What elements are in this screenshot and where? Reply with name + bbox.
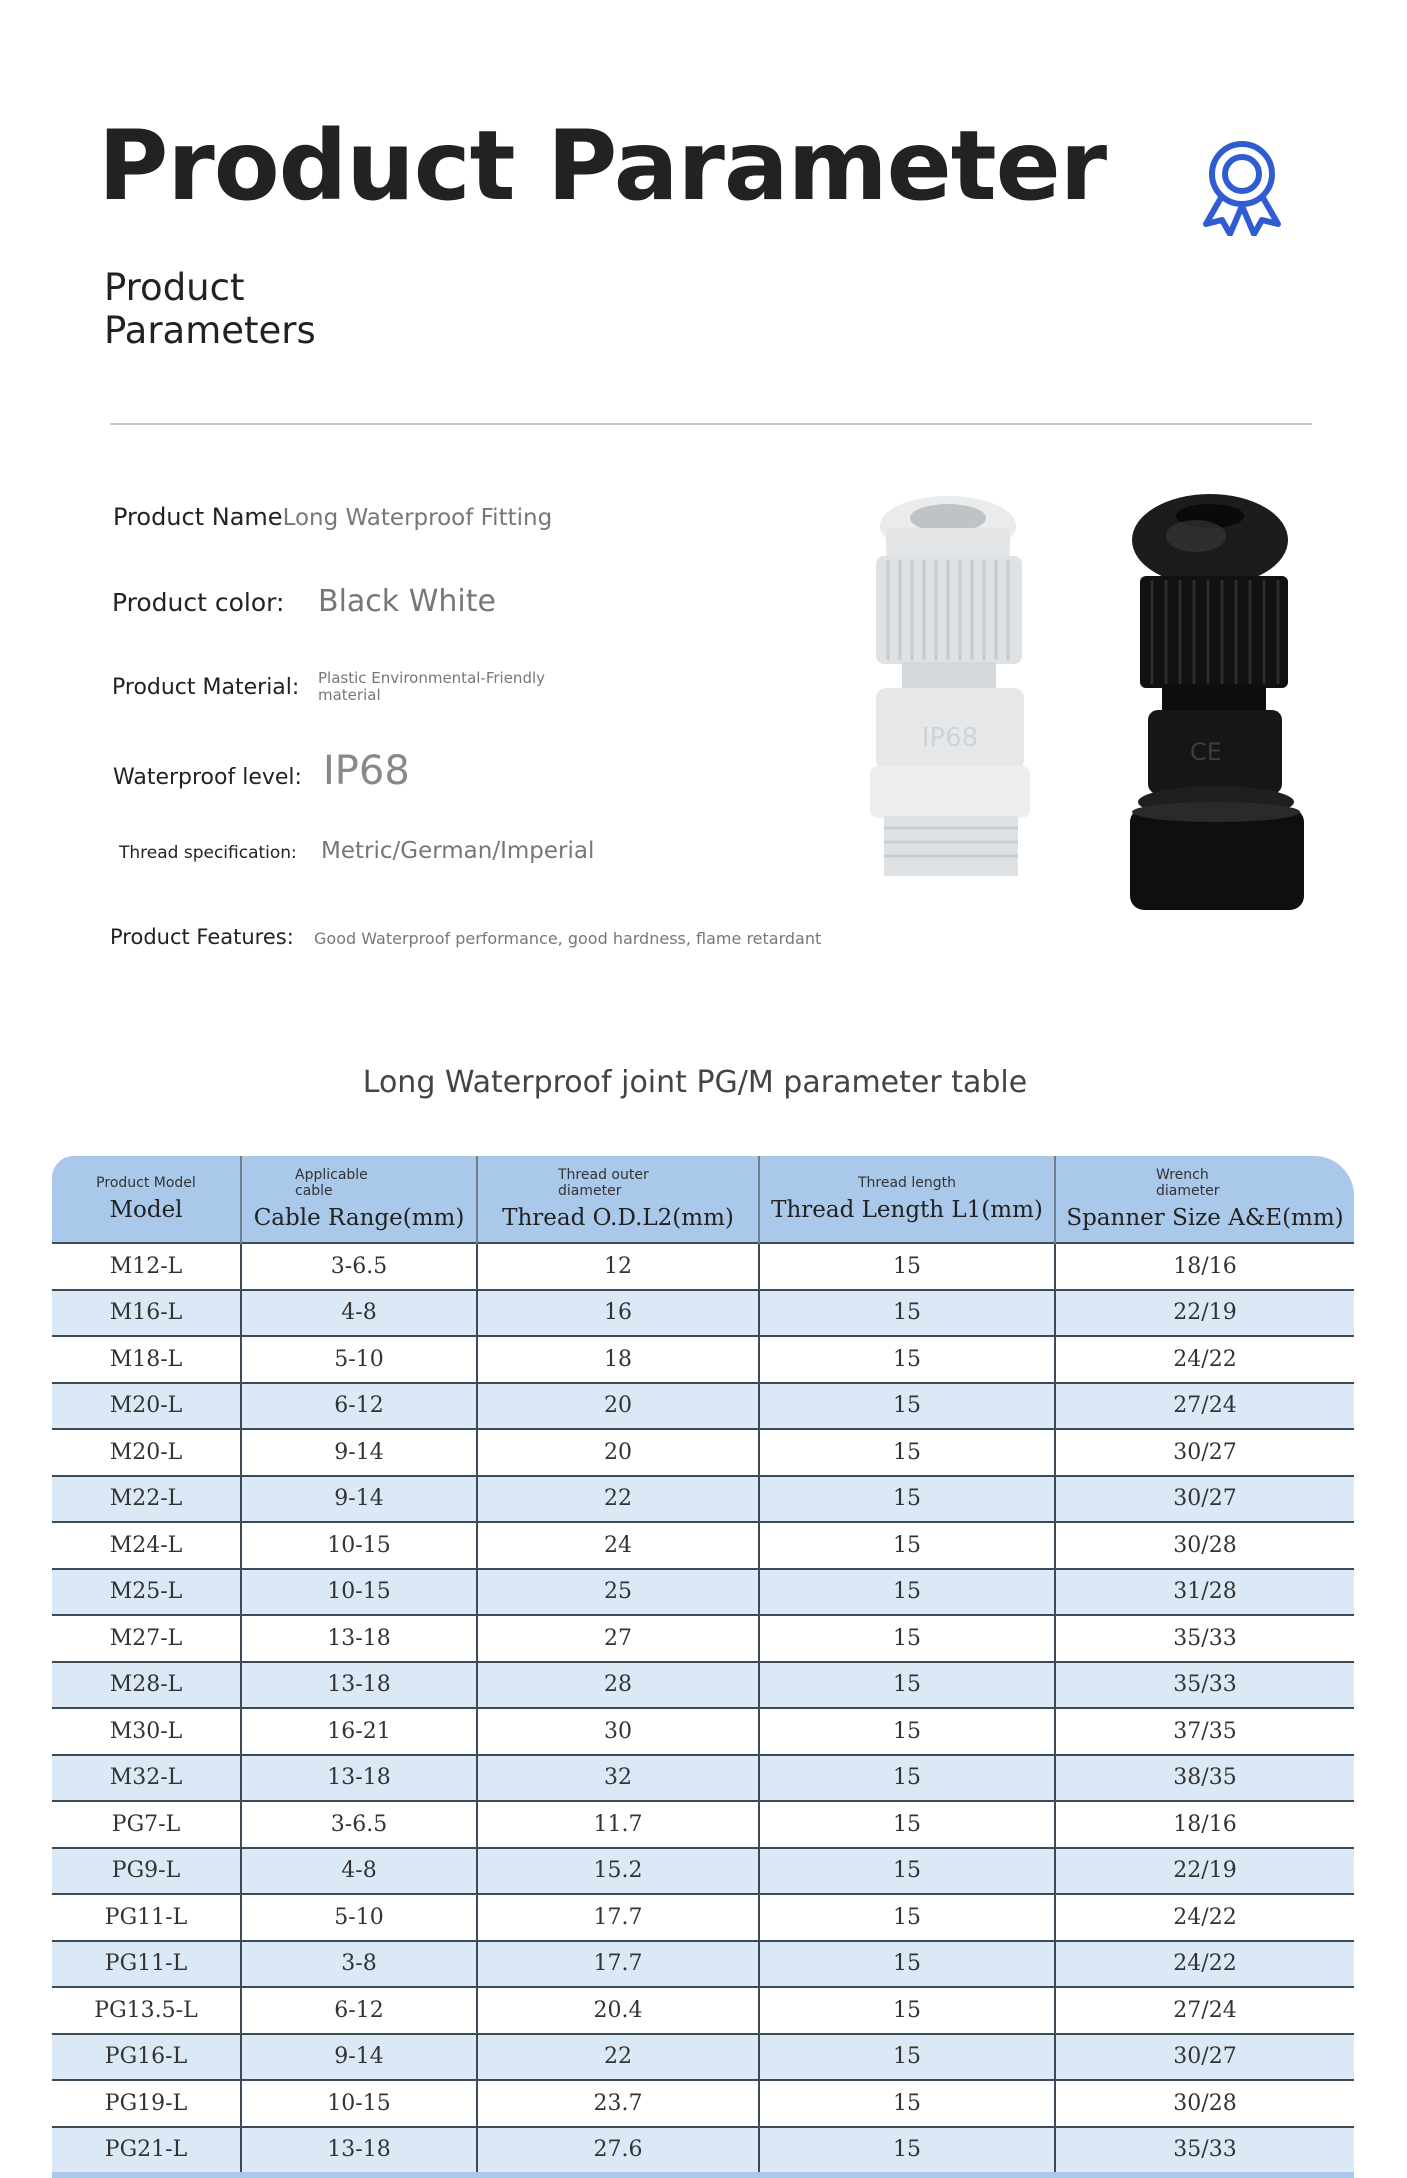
cell-thread-od: 24 xyxy=(477,1522,759,1569)
cell-model: PG19-L xyxy=(52,2080,241,2127)
table-title: Long Waterproof joint PG/M parameter table xyxy=(362,1065,1028,1100)
cell-thread-od: 15.2 xyxy=(477,1848,759,1895)
header-model xyxy=(52,1156,241,1243)
param-value: Black White xyxy=(318,584,496,619)
award-ribbon-icon xyxy=(1192,136,1292,236)
cell-cable-range: 10-15 xyxy=(241,2080,477,2127)
cell-model: M18-L xyxy=(52,1336,241,1383)
header-small-label: Wrench diameter xyxy=(1156,1167,1220,1199)
param-value: Long Waterproof Fitting xyxy=(282,505,553,531)
cell-thread-length: 15 xyxy=(759,1522,1055,1569)
cell-cable-range: 13-18 xyxy=(241,1662,477,1709)
cell-cable-range: 5-10 xyxy=(241,1894,477,1941)
param-thread-spec xyxy=(119,838,594,864)
cell-spanner-size: 30/27 xyxy=(1055,2034,1354,2081)
cell-thread-length: 15 xyxy=(759,1755,1055,1802)
cell-spanner-size: 22/19 xyxy=(1055,1848,1354,1895)
cell-spanner-size: 35/33 xyxy=(1055,1615,1354,1662)
cell-spanner-size: 37/35 xyxy=(1055,1708,1354,1755)
header-spanner-size xyxy=(1055,1156,1354,1243)
table-row xyxy=(52,1429,1354,1476)
black-marking: CE xyxy=(1190,738,1222,766)
cell-thread-od: 17.7 xyxy=(477,1894,759,1941)
cell-spanner-size: 31/28 xyxy=(1055,1569,1354,1616)
cell-cable-range: 10-15 xyxy=(241,1522,477,1569)
cell-cable-range: 13-18 xyxy=(241,2127,477,2173)
table-row xyxy=(52,1336,1354,1383)
cell-thread-od: 23.7 xyxy=(477,2080,759,2127)
white-cable-gland xyxy=(870,496,1030,876)
cell-model: M20-L xyxy=(52,1429,241,1476)
cell-thread-length: 15 xyxy=(759,2034,1055,2081)
cell-cable-range: 9-14 xyxy=(241,1476,477,1523)
param-product-color xyxy=(112,584,496,619)
header-small-label: Applicable cable xyxy=(295,1167,368,1199)
header-main-label: Spanner Size A&E(mm) xyxy=(1066,1205,1344,1231)
table-row xyxy=(52,1987,1354,2034)
cell-cable-range: 3-8 xyxy=(241,1941,477,1988)
header-main-label: Thread O.D.L2(mm) xyxy=(502,1205,734,1231)
cell-spanner-size: 38/35 xyxy=(1055,1755,1354,1802)
cell-cable-range: 6-12 xyxy=(241,1987,477,2034)
cell-thread-od: 18 xyxy=(477,1336,759,1383)
cell-thread-length: 15 xyxy=(759,1290,1055,1337)
cell-model: PG13.5-L xyxy=(52,1987,241,2034)
param-value: Good Waterproof performance, good hardness, flame retardant xyxy=(314,929,822,948)
cell-spanner-size: 22/19 xyxy=(1055,1290,1354,1337)
table-row xyxy=(52,1662,1354,1709)
divider xyxy=(110,423,1312,425)
table-row xyxy=(52,1755,1354,1802)
cell-model: M27-L xyxy=(52,1615,241,1662)
table-header-row xyxy=(52,1156,1354,1243)
cell-thread-length: 15 xyxy=(759,1243,1055,1290)
cell-spanner-size: 24/22 xyxy=(1055,1941,1354,1988)
cell-model: PG16-L xyxy=(52,2034,241,2081)
cell-thread-od: 25 xyxy=(477,1569,759,1616)
cell-spanner-size: 30/28 xyxy=(1055,1522,1354,1569)
table-row xyxy=(52,2080,1354,2127)
table-row xyxy=(52,2127,1354,2173)
cell-cable-range: 4-8 xyxy=(241,1290,477,1337)
cell-spanner-size: 24/22 xyxy=(1055,1336,1354,1383)
cell-cable-range: 5-10 xyxy=(241,1336,477,1383)
black-cable-gland xyxy=(1130,494,1304,910)
cell-cable-range: 9-14 xyxy=(241,2034,477,2081)
cell-thread-length: 15 xyxy=(759,1941,1055,1988)
parameter-table-container xyxy=(52,1156,1354,2178)
table-row xyxy=(52,1941,1354,1988)
cell-thread-od: 22 xyxy=(477,2034,759,2081)
cell-thread-od: 27 xyxy=(477,1615,759,1662)
cell-cable-range: 3-6.5 xyxy=(241,1243,477,1290)
table-row xyxy=(52,2034,1354,2081)
cell-model: M30-L xyxy=(52,1708,241,1755)
cell-thread-length: 15 xyxy=(759,1708,1055,1755)
cell-model: M25-L xyxy=(52,1569,241,1616)
cell-thread-od: 17.7 xyxy=(477,1941,759,1988)
param-label: Product Name xyxy=(113,503,283,531)
cell-thread-length: 15 xyxy=(759,1476,1055,1523)
param-value: Metric/German/Imperial xyxy=(321,838,595,864)
cell-cable-range: 13-18 xyxy=(241,1615,477,1662)
cell-model: PG11-L xyxy=(52,1894,241,1941)
cell-cable-range: 16-21 xyxy=(241,1708,477,1755)
cell-thread-od: 12 xyxy=(477,1243,759,1290)
cell-spanner-size: 27/24 xyxy=(1055,1383,1354,1430)
cell-model: M12-L xyxy=(52,1243,241,1290)
cell-thread-length: 15 xyxy=(759,1662,1055,1709)
cell-model: PG9-L xyxy=(52,1848,241,1895)
page-subtitle: Product Parameters xyxy=(104,266,316,352)
cell-thread-od: 30 xyxy=(477,1708,759,1755)
param-label: Product Features: xyxy=(110,925,294,949)
cell-cable-range: 4-8 xyxy=(241,1848,477,1895)
param-product-features xyxy=(110,925,821,949)
header-cable-range xyxy=(241,1156,477,1243)
header-main-label: Cable Range(mm) xyxy=(253,1205,465,1231)
cell-thread-length: 15 xyxy=(759,2127,1055,2173)
header-thread-od xyxy=(477,1156,759,1243)
header-main-label: Thread Length L1(mm) xyxy=(771,1197,1043,1223)
cell-thread-od: 22 xyxy=(477,1476,759,1523)
table-body xyxy=(52,1243,1354,2172)
cell-thread-length: 15 xyxy=(759,1429,1055,1476)
cell-thread-od: 16 xyxy=(477,1290,759,1337)
table-row xyxy=(52,1615,1354,1662)
product-photo xyxy=(810,490,1350,920)
table-row xyxy=(52,1522,1354,1569)
cell-spanner-size: 30/28 xyxy=(1055,2080,1354,2127)
cell-cable-range: 6-12 xyxy=(241,1383,477,1430)
cell-spanner-size: 30/27 xyxy=(1055,1476,1354,1523)
cell-model: PG21-L xyxy=(52,2127,241,2173)
cell-thread-length: 15 xyxy=(759,1336,1055,1383)
cell-thread-length: 15 xyxy=(759,2080,1055,2127)
table-row xyxy=(52,1290,1354,1337)
param-value: Plastic Environmental-Friendly material xyxy=(318,669,546,704)
cell-model: M24-L xyxy=(52,1522,241,1569)
table-row xyxy=(52,1383,1354,1430)
table-row xyxy=(52,1848,1354,1895)
param-product-material xyxy=(112,670,578,704)
cell-spanner-size: 27/24 xyxy=(1055,1987,1354,2034)
cell-spanner-size: 18/16 xyxy=(1055,1801,1354,1848)
param-waterproof-level xyxy=(113,748,410,794)
cell-thread-length: 15 xyxy=(759,1569,1055,1616)
cell-cable-range: 10-15 xyxy=(241,1569,477,1616)
cell-spanner-size: 30/27 xyxy=(1055,1429,1354,1476)
cell-model: M16-L xyxy=(52,1290,241,1337)
cell-cable-range: 13-18 xyxy=(241,1755,477,1802)
header-thread-length xyxy=(759,1156,1055,1243)
header-main-label: Model xyxy=(109,1197,183,1223)
cell-thread-od: 11.7 xyxy=(477,1801,759,1848)
header-small-label: Thread length xyxy=(857,1175,957,1191)
table-row xyxy=(52,1243,1354,1290)
cell-cable-range: 3-6.5 xyxy=(241,1801,477,1848)
param-value: IP68 xyxy=(323,748,410,794)
cell-model: M20-L xyxy=(52,1383,241,1430)
cell-thread-length: 15 xyxy=(759,1894,1055,1941)
cell-thread-od: 20.4 xyxy=(477,1987,759,2034)
cell-spanner-size: 35/33 xyxy=(1055,2127,1354,2173)
param-label: Product color: xyxy=(112,588,285,617)
cell-spanner-size: 18/16 xyxy=(1055,1243,1354,1290)
cell-cable-range: 9-14 xyxy=(241,1429,477,1476)
table-row xyxy=(52,1708,1354,1755)
cell-model: M28-L xyxy=(52,1662,241,1709)
cell-thread-length: 15 xyxy=(759,1987,1055,2034)
page-title: Product Parameter xyxy=(98,110,1107,222)
cell-thread-od: 28 xyxy=(477,1662,759,1709)
cell-thread-od: 20 xyxy=(477,1383,759,1430)
param-label: Waterproof level: xyxy=(113,765,302,790)
cell-thread-length: 15 xyxy=(759,1615,1055,1662)
cell-model: PG7-L xyxy=(52,1801,241,1848)
cell-thread-length: 15 xyxy=(759,1848,1055,1895)
header-small-label: Product Model xyxy=(96,1175,196,1191)
cell-thread-length: 15 xyxy=(759,1801,1055,1848)
param-label: Thread specification: xyxy=(119,843,297,863)
cell-spanner-size: 35/33 xyxy=(1055,1662,1354,1709)
table-row xyxy=(52,1569,1354,1616)
parameter-table xyxy=(52,1156,1354,2172)
cell-spanner-size: 24/22 xyxy=(1055,1894,1354,1941)
header-small-label: Thread outer diameter xyxy=(558,1167,649,1199)
cell-thread-od: 32 xyxy=(477,1755,759,1802)
white-marking: IP68 xyxy=(921,723,979,753)
cell-thread-od: 20 xyxy=(477,1429,759,1476)
table-row xyxy=(52,1894,1354,1941)
cell-model: M22-L xyxy=(52,1476,241,1523)
param-product-name xyxy=(113,503,552,531)
cell-model: PG11-L xyxy=(52,1941,241,1988)
cell-thread-od: 27.6 xyxy=(477,2127,759,2173)
table-row xyxy=(52,1476,1354,1523)
cell-model: M32-L xyxy=(52,1755,241,1802)
cell-thread-length: 15 xyxy=(759,1383,1055,1430)
param-label: Product Material: xyxy=(112,674,300,700)
table-row xyxy=(52,1801,1354,1848)
